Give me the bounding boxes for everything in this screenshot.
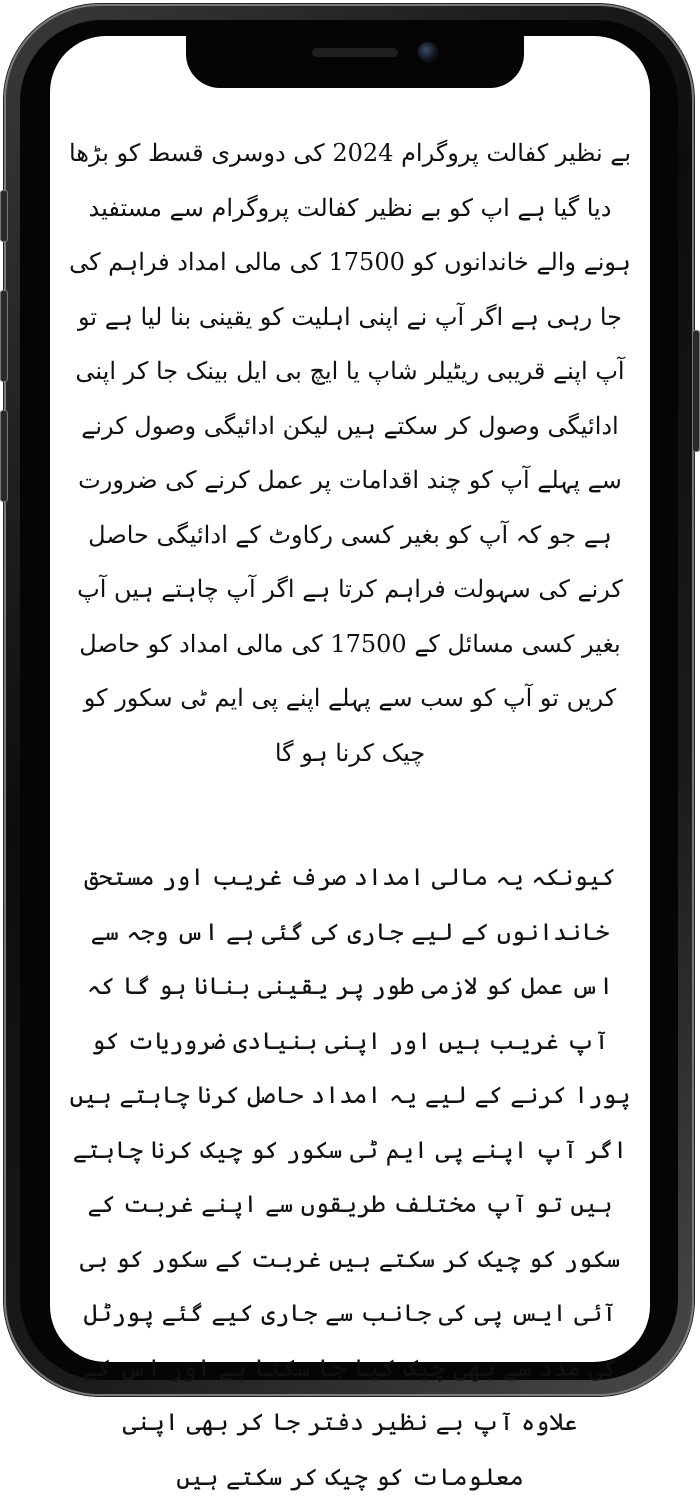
mute-switch bbox=[0, 190, 8, 242]
article-body bbox=[68, 126, 632, 1504]
volume-down-button bbox=[0, 410, 8, 502]
power-button bbox=[692, 330, 700, 452]
article-paragraph-2: کیونکہ یہ مالی امداد صرف غریب اور مستحق خاندانوں کے لیے جاری کی گئی ہے اس وجہ سے اس عمل کو لازمی طور پر یقینی بنانا ہو گا کہ آپ غریب ہیں اور اپنی بنیادی ضروریات کو پورا کرنے کے لیے یہ امداد حاصل کرنا چاہتے ہیں اگر آپ اپنے پی ایم ٹی سکور کو چیک کرنا چاہتے ہیں تو آپ مختلف طریقوں سے اپنے غربت کے سکور کو چیک کر سکتے ہیں غربت کے سکور کو بی آئی ایس پی کی جانب سے جاری کیے گئے پورٹل کی مدد سے بھی چیک کیا جا سکتا ہے اور اس کے علاوہ آپ بے نظیر دفتر جا کر بھی اپنی معلومات کو چیک کر سکتے ہیں bbox=[69, 863, 631, 1491]
volume-up-button bbox=[0, 290, 8, 382]
notch bbox=[186, 36, 524, 88]
front-camera-icon bbox=[418, 42, 438, 62]
article-paragraph-1: بے نظیر کفالت پروگرام 2024 کی دوسری قسط کو بڑھا دیا گیا ہے اپ کو بے نظیر کفالت پروگرام سے مستفید ہونے والے خاندانوں کو 17500 کی مالی امداد فراہم کی جا رہی ہے اگر آپ نے اپنی اہلیت کو یقینی بنا لیا ہے تو آپ اپنے قریبی ریٹیلر شاپ یا ایچ بی ایل بینک جا کر اپنی ادائیگی وصول کر سکتے ہیں لیکن ادائیگی وصول کرنے سے پہلے آپ کو چند اقدامات پر عمل کرنے کی ضرورت ہے جو کہ آپ کو بغیر کسی رکاوٹ کے ادائیگی حاصل کرنے کی سہولت فراہم کرتا ہے اگر آپ چاہتے ہیں آپ بغیر کسی مسائل کے 17500 کی مالی امداد کو حاصل کریں تو آپ کو سب سے پہلے اپنے پی ایم ٹی سکور کو چیک کرنا ہو گا bbox=[68, 139, 632, 767]
speaker-grille-icon bbox=[312, 48, 398, 57]
phone-screen[interactable] bbox=[50, 36, 650, 1491]
